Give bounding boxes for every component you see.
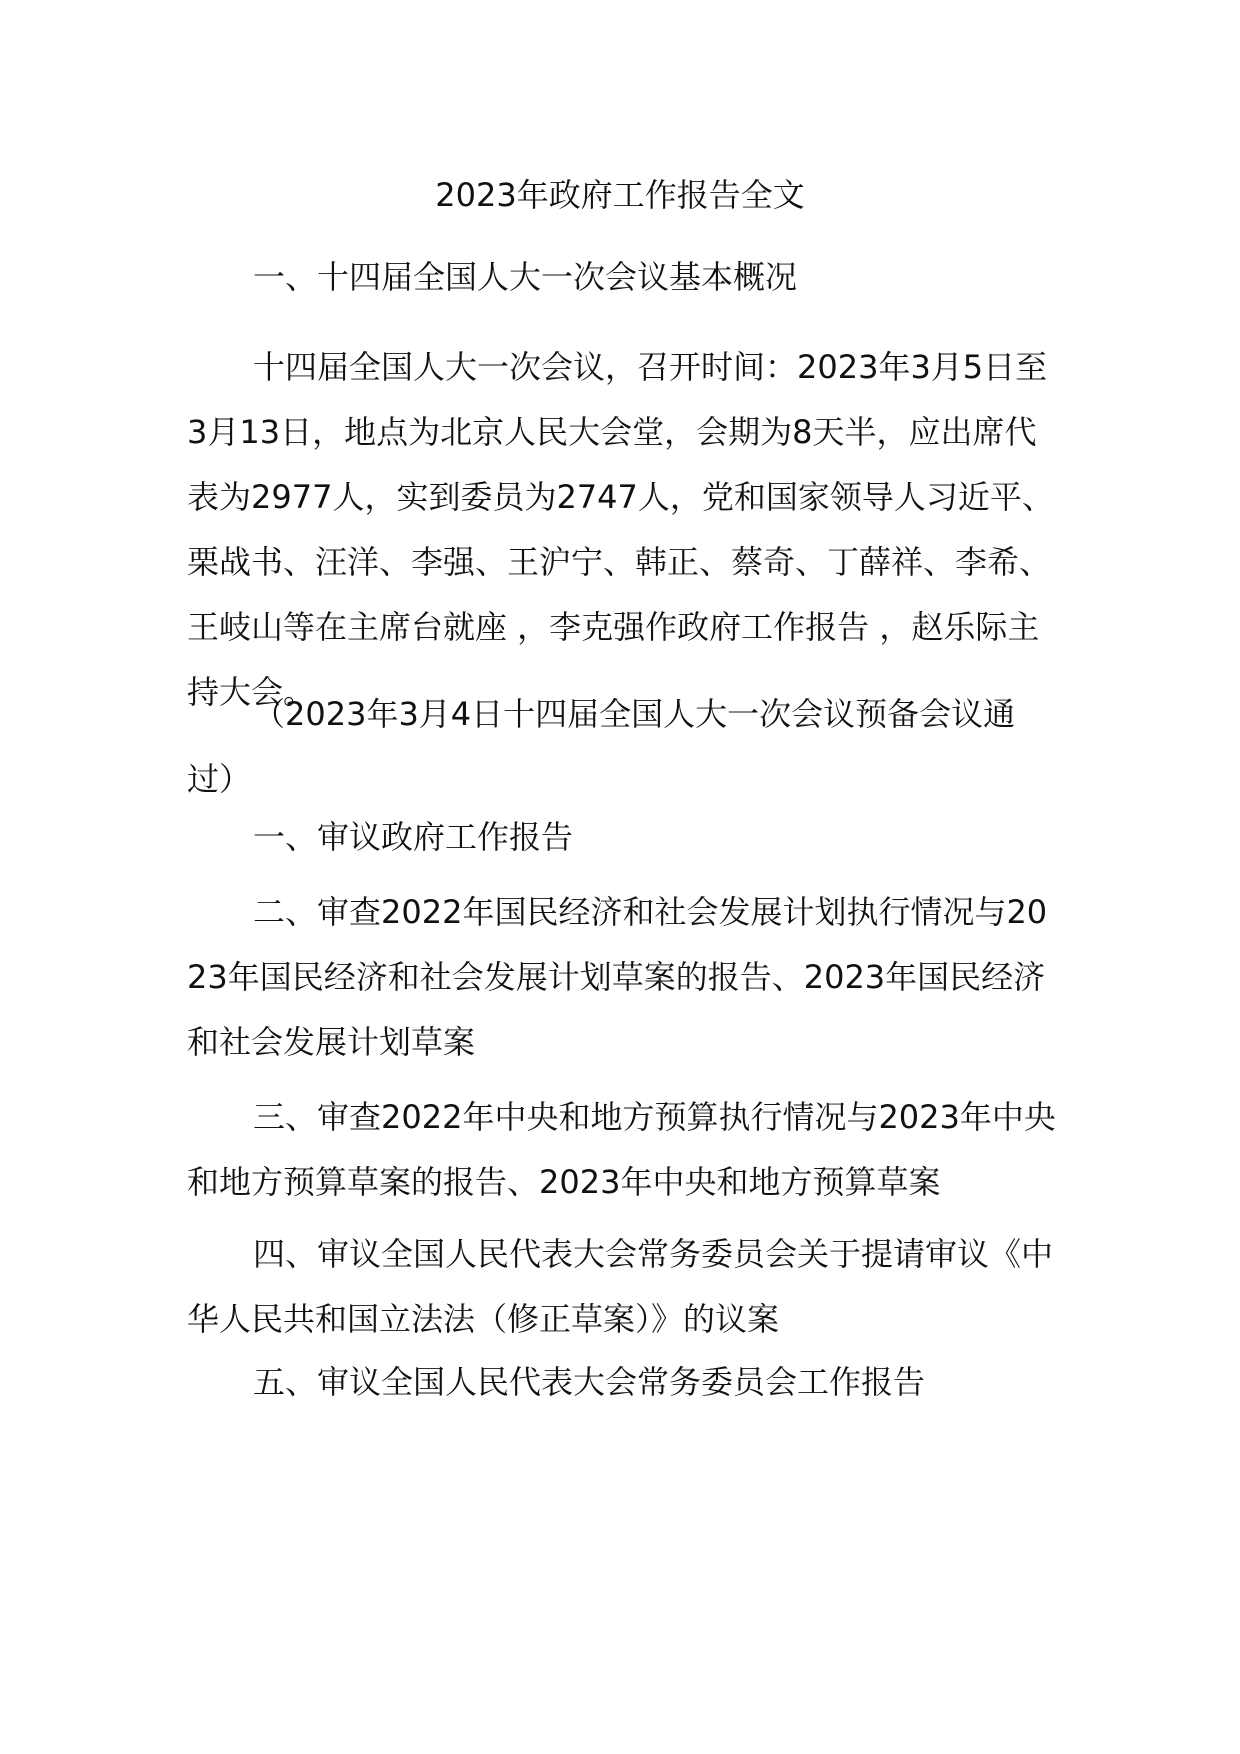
paragraph-agenda-note: （2023年3月4日十四届全国人大一次会议预备会议通过） xyxy=(187,695,1016,798)
section-heading-overview: 一、十四届全国人大一次会议基本概况 xyxy=(253,258,798,296)
agenda-item-5: 五、审议全国人民代表大会常务委员会工作报告 xyxy=(253,1363,926,1401)
agenda-item-3: 三、审查2022年中央和地方预算执行情况与2023年中央和地方预算草案的报告、2023年中央和地方预算草案 xyxy=(187,1098,1056,1201)
agenda-item-4: 四、审议全国人民代表大会常务委员会关于提请审议《中华人民共和国立法法（修正草案）》的议案 xyxy=(187,1235,1054,1338)
agenda-item-2: 二、审查2022年国民经济和社会发展计划执行情况与2023年国民经济和社会发展计划草案的报告、2023年国民经济和社会发展计划草案 xyxy=(187,893,1048,1061)
paragraph-meeting-details: 十四届全国人大一次会议，召开时间：2023年3月5日至3月13日，地点为北京人民大会堂，会期为8天半，应出席代表为2977人，实到委员为2747人，党和国家领导人习近平、栗战书、汪洋、李强、王沪宁、韩正、蔡奇、丁薛祥、李希、王岐山等在主席台就座 ，李克强作政府工作报告 ，赵乐际主持大会。 xyxy=(187,348,1054,711)
document-title: 2023年政府工作报告全文 xyxy=(435,176,805,214)
agenda-item-1: 一、审议政府工作报告 xyxy=(253,818,574,856)
